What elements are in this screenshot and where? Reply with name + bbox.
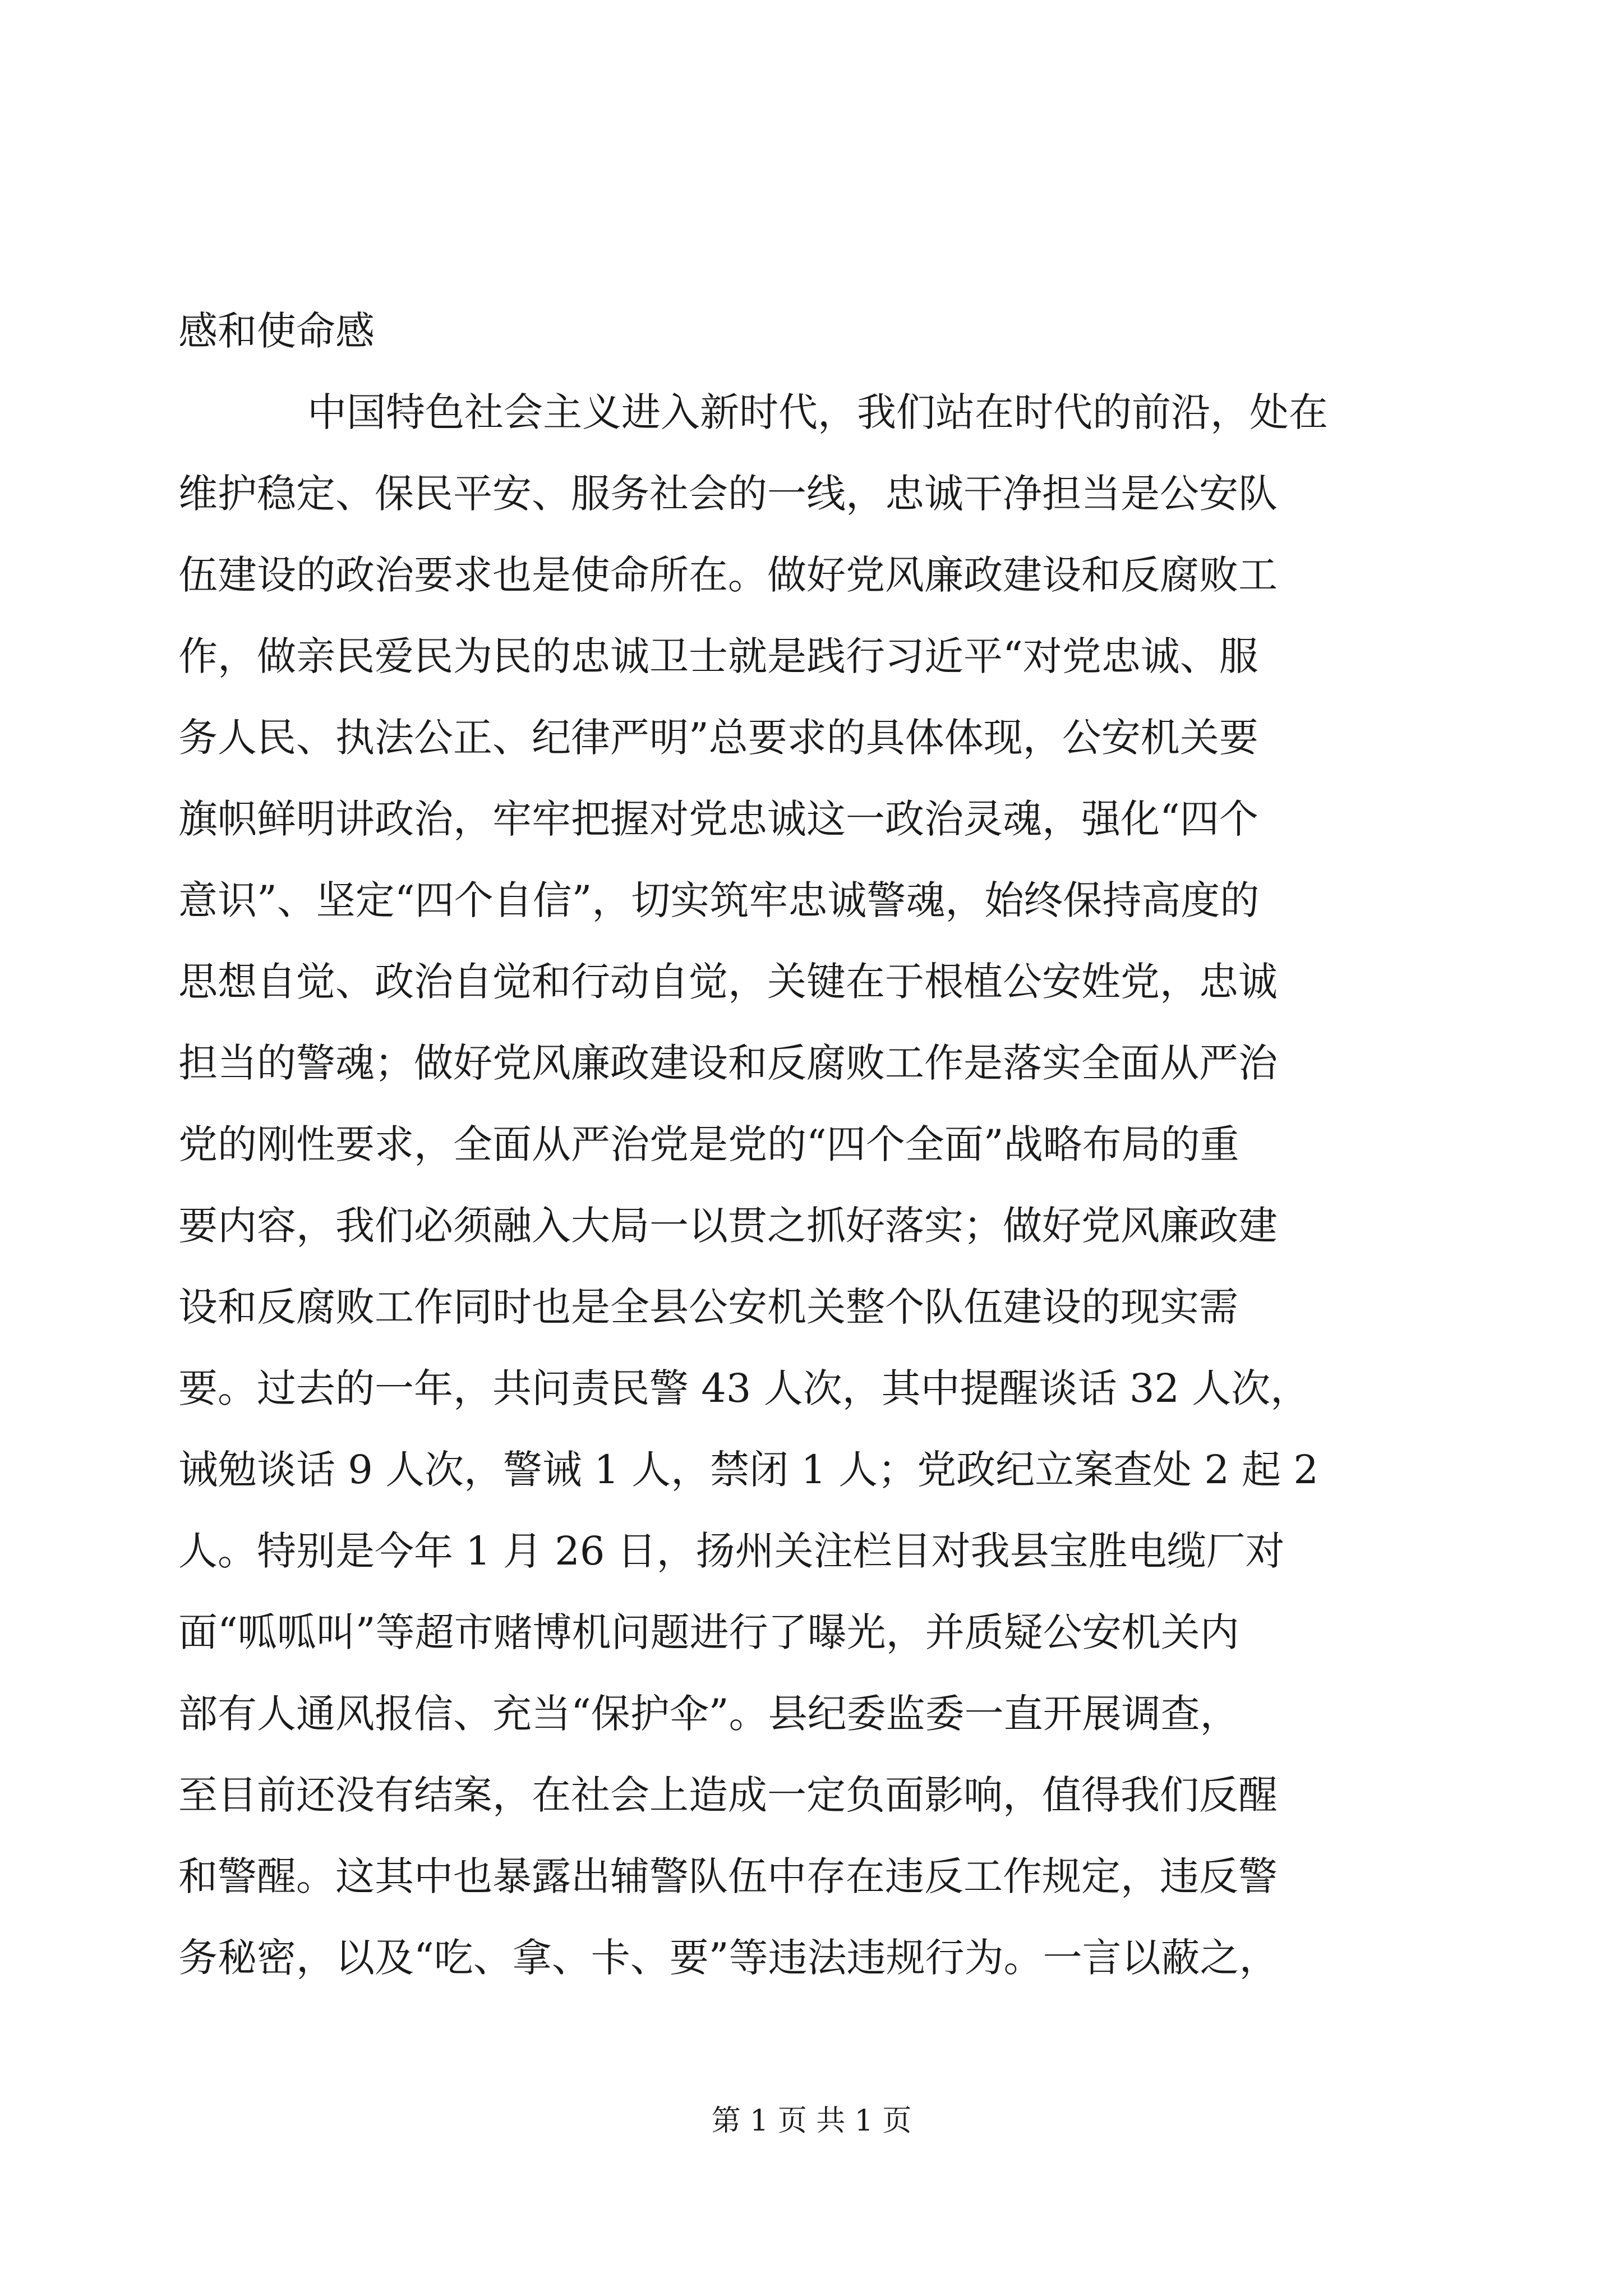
text-line: 思想自觉、政治自觉和行动自觉，关键在于根植公安姓党，忠诚	[178, 959, 1278, 1005]
text-line: 要内容，我们必须融入大局一以贯之抓好落实；做好党风廉政建	[178, 1203, 1278, 1249]
text-line: 要。过去的一年，共问责民警 43 人次，其中提醒谈话 32 人次，	[178, 1365, 1310, 1411]
text-line: 至目前还没有结案，在社会上造成一定负面影响，值得我们反醒	[178, 1772, 1278, 1818]
paragraph-first-line: 中国特色社会主义进入新时代，我们站在时代的前沿，处在	[307, 389, 1328, 435]
text-line: 诫勉谈话 9 人次，警诫 1 人，禁闭 1 人；党政纪立案查处 2 起 2	[178, 1447, 1318, 1493]
text-line: 人。特别是今年 1 月 26 日，扬州关注栏目对我县宝胜电缆厂对	[178, 1528, 1285, 1574]
text-line: 党的刚性要求，全面从严治党是党的“四个全面”战略布局的重	[178, 1121, 1239, 1167]
text-line: 意识”、坚定“四个自信”，切实筑牢忠诚警魂，始终保持高度的	[178, 877, 1260, 923]
text-line: 作，做亲民爱民为民的忠诚卫士就是践行习近平“对党忠诚、服	[178, 633, 1258, 679]
text-line: 旗帜鲜明讲政治，牢牢把握对党忠诚这一政治灵魂，强化“四个	[178, 796, 1258, 842]
text-line: 担当的警魂；做好党风廉政建设和反腐败工作是落实全面从严治	[178, 1040, 1278, 1086]
text-line: 维护稳定、保民平安、服务社会的一线，忠诚干净担当是公安队	[178, 471, 1278, 517]
page-number-footer: 第 1 页 共 1 页	[711, 2104, 912, 2138]
text-line: 务秘密，以及“吃、拿、卡、要”等违法违规行为。一言以蔽之，	[178, 1935, 1279, 1981]
text-line: 感和使命感	[178, 308, 375, 354]
text-line: 务人民、执法公正、纪律严明”总要求的具体体现，公安机关要	[178, 715, 1258, 761]
text-line: 面“呱呱叫”等超市赌博机问题进行了曝光，并质疑公安机关内	[178, 1609, 1239, 1655]
text-line: 和警醒。这其中也暴露出辅警队伍中存在违反工作规定，违反警	[178, 1853, 1278, 1899]
text-line: 设和反腐败工作同时也是全县公安机关整个队伍建设的现实需	[178, 1284, 1238, 1330]
text-line: 部有人通风报信、充当“保护伞”。县纪委监委一直开展调查，	[178, 1691, 1239, 1737]
text-line: 伍建设的政治要求也是使命所在。做好党风廉政建设和反腐败工	[178, 552, 1278, 598]
